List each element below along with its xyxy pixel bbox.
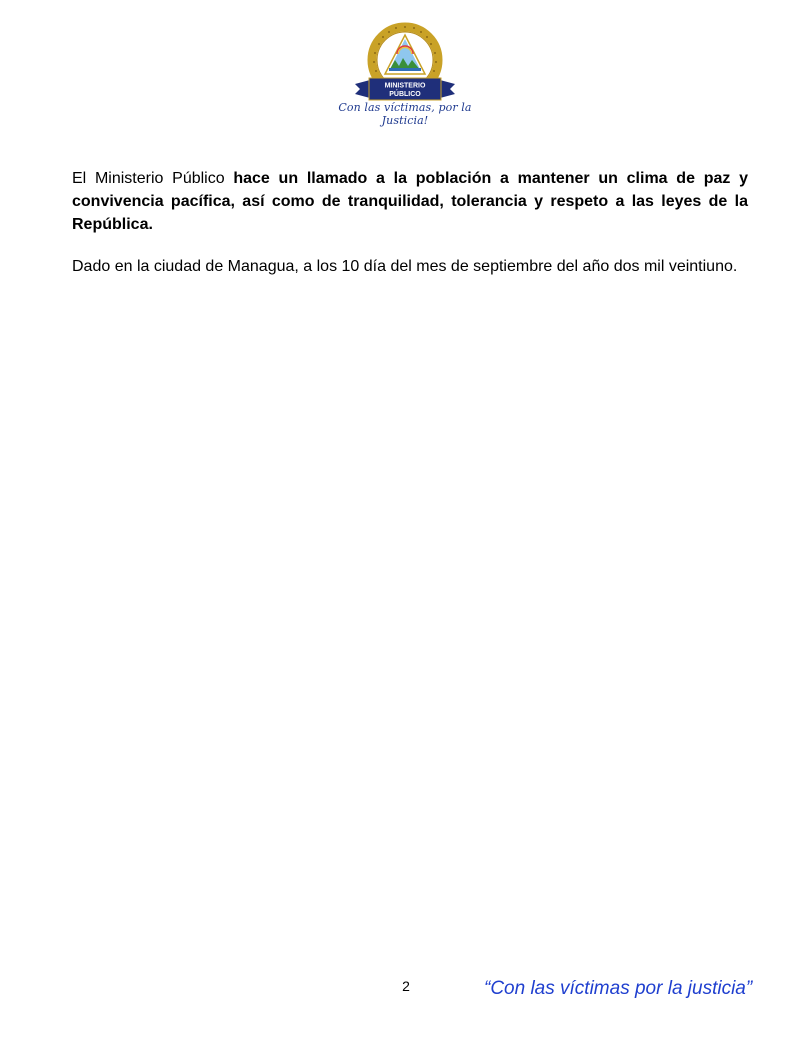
call-to-peace-paragraph (72, 167, 748, 236)
page-number: 2 (402, 978, 410, 994)
document-body (72, 167, 748, 278)
footer-motto: “Con las víctimas por la justicia” (484, 978, 753, 999)
date-paragraph: Dado en la ciudad de Managua, a los 10 día del mes de septiembre del año dos mil veintiuno. (72, 258, 738, 275)
svg-text:PÚBLICO: PÚBLICO (389, 91, 421, 98)
svg-text:MINISTERIO: MINISTERIO (384, 82, 426, 90)
seal-motto: Con las víctimas, por la Justicia! (338, 101, 472, 127)
paragraph-bold-statement: hace un llamado a la población a mantener un clima de paz y convivencia pacífica, así como de tranquilidad, tolerancia y respeto a las leyes de la República. (72, 170, 749, 233)
paragraph-lead: El Ministerio Público (72, 170, 234, 187)
